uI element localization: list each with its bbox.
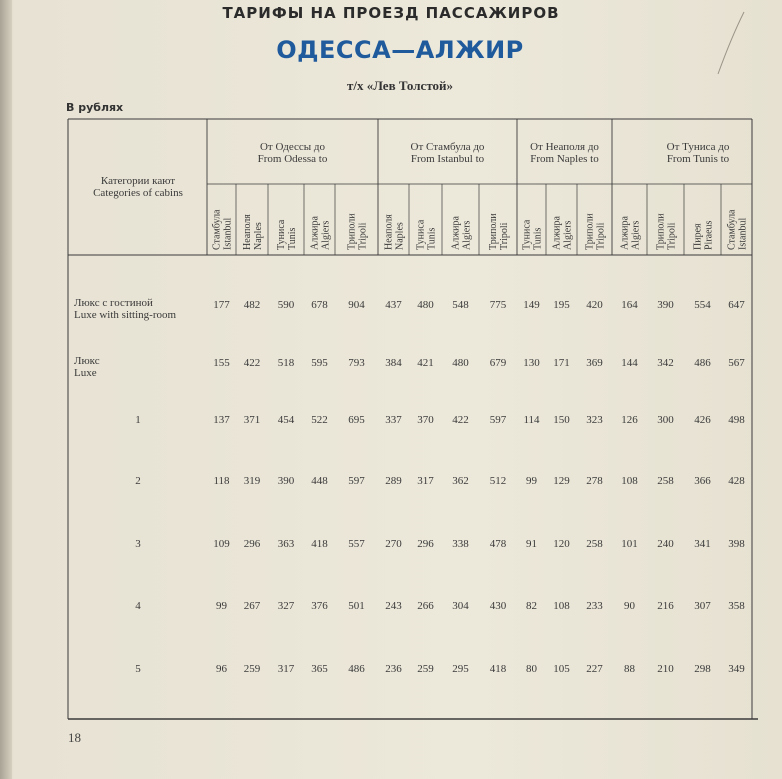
fare-cell: 267	[243, 600, 261, 612]
column-label-en: Istanbul	[222, 217, 234, 250]
fare-cell: 793	[348, 357, 365, 369]
fare-cell: 390	[277, 475, 295, 487]
fare-cell: 362	[452, 475, 469, 487]
column-label-ru: Алжира	[619, 216, 631, 250]
fare-cell: 518	[277, 357, 295, 369]
fare-cell: 240	[657, 538, 674, 550]
group-header-en: From Odessa to	[257, 153, 328, 165]
column-label-ru: Алжира	[309, 216, 321, 250]
column-label-en: Naples	[253, 222, 264, 250]
fare-cell: 480	[452, 357, 469, 369]
fare-cell: 317	[417, 475, 434, 487]
column-label-ru: Алжира	[551, 216, 563, 250]
fare-cell: 118	[213, 475, 230, 487]
fare-cell: 567	[728, 357, 745, 369]
fare-cell: 548	[452, 299, 469, 311]
fare-cell: 486	[348, 663, 365, 675]
fare-cell: 149	[523, 299, 540, 311]
fare-cell: 904	[348, 299, 365, 311]
fare-cell: 82	[526, 600, 537, 612]
fare-cell: 258	[657, 475, 674, 487]
row-label-ru: Люкс	[74, 355, 100, 367]
column-label-ru: Триполи	[584, 213, 596, 250]
fare-cell: 177	[213, 299, 230, 311]
row-label-category: 4	[135, 600, 141, 612]
column-label-ru: Триполи	[488, 213, 499, 250]
ship-name: т/х «Лев Толстой»	[346, 78, 454, 93]
column-label-ru: Триполи	[346, 213, 358, 250]
fare-cell: 369	[586, 357, 603, 369]
fare-cell: 430	[489, 600, 507, 612]
column-label-en: Tunis	[287, 227, 298, 250]
fare-cell: 501	[348, 600, 365, 612]
fare-cell: 775	[489, 299, 507, 311]
fare-cell: 88	[624, 663, 635, 675]
column-label-en: Piraeus	[703, 220, 715, 250]
fare-cell: 365	[311, 663, 328, 675]
fare-cell: 108	[621, 475, 638, 487]
fare-cell: 150	[553, 414, 570, 426]
fare-cell: 679	[489, 357, 507, 369]
group-header-ru: От Стамбула до	[410, 141, 485, 153]
fare-cell: 342	[657, 357, 674, 369]
fare-cell: 426	[694, 414, 711, 426]
fare-cell: 90	[624, 600, 635, 612]
fare-cell: 266	[417, 600, 434, 612]
row-label-en: Luxe with sitting-room	[74, 309, 177, 321]
fare-cell: 278	[586, 475, 603, 487]
fare-cell: 319	[243, 475, 261, 487]
group-header-ru: От Неаполя до	[530, 141, 599, 153]
fare-cell: 114	[523, 414, 540, 426]
column-label-ru: Неаполя	[383, 214, 395, 250]
group-header-en: From Istanbul to	[410, 153, 485, 165]
fare-cell: 101	[621, 538, 638, 550]
page-title: ТАРИФЫ НА ПРОЕЗД ПАССАЖИРОВ	[222, 4, 560, 22]
fare-cell: 289	[385, 475, 402, 487]
column-label-ru: Неаполя	[242, 214, 253, 250]
column-label-en: Tunis	[426, 227, 438, 250]
fare-cell: 300	[657, 414, 674, 426]
column-label-ru: Туниса	[276, 219, 287, 250]
fare-cell: 418	[489, 663, 507, 675]
row-label-category: 1	[135, 414, 141, 426]
column-label-ru: Стамбула	[211, 209, 223, 250]
fare-cell: 195	[553, 299, 570, 311]
fare-cell: 597	[489, 414, 507, 426]
row-label-category: 5	[135, 663, 141, 675]
fare-cell: 437	[385, 299, 402, 311]
fare-cell: 384	[385, 357, 402, 369]
fare-cell: 164	[621, 299, 638, 311]
fare-cell: 498	[728, 414, 745, 426]
fare-cell: 317	[277, 663, 295, 675]
group-header-en: From Tunis to	[666, 153, 730, 165]
fare-cell: 108	[553, 600, 570, 612]
fare-cell: 216	[657, 600, 674, 612]
fare-cell: 99	[216, 600, 227, 612]
fare-cell: 210	[657, 663, 674, 675]
category-header-ru: Категории кают	[100, 175, 176, 187]
fare-cell: 557	[348, 538, 365, 550]
fare-cell: 96	[216, 663, 227, 675]
fare-cell: 337	[385, 414, 402, 426]
fare-cell: 390	[657, 299, 674, 311]
column-label-ru: Туниса	[415, 219, 427, 250]
fare-cell: 227	[586, 663, 603, 675]
fare-cell: 370	[417, 414, 434, 426]
column-label-en: Algiers	[461, 220, 473, 250]
fare-cell: 99	[526, 475, 537, 487]
fare-cell: 554	[694, 299, 711, 311]
column-label-en: Naples	[394, 222, 406, 250]
fare-cell: 420	[586, 299, 603, 311]
column-label-en: Istanbul	[737, 217, 749, 250]
fare-cell: 105	[553, 663, 570, 675]
page-number: 18	[68, 730, 81, 745]
fare-cell: 512	[489, 475, 507, 487]
category-header-en: Categories of cabins	[93, 187, 183, 199]
row-label-category: 3	[135, 538, 141, 550]
currency-note: В рублях	[66, 101, 124, 114]
column-label-en: Tripoli	[666, 222, 678, 250]
fare-cell: 422	[452, 414, 469, 426]
fare-cell: 243	[385, 600, 402, 612]
fare-cell: 421	[417, 357, 434, 369]
fare-cell: 341	[694, 538, 711, 550]
fare-cell: 454	[277, 414, 295, 426]
fare-cell: 480	[417, 299, 434, 311]
fare-cell: 398	[728, 538, 745, 550]
fare-cell: 258	[586, 538, 603, 550]
column-label-ru: Стамбула	[726, 209, 738, 250]
column-label-en: Algiers	[630, 220, 642, 250]
fare-cell: 296	[243, 538, 261, 550]
fare-cell: 422	[243, 357, 261, 369]
fare-cell: 236	[385, 663, 402, 675]
group-header-en: From Naples to	[530, 153, 599, 165]
fare-cell: 647	[728, 299, 745, 311]
fare-cell: 590	[277, 299, 295, 311]
column-label-ru: Алжира	[450, 216, 462, 250]
fare-cell: 109	[213, 538, 230, 550]
row-label-en: Luxe	[74, 367, 97, 379]
fare-cell: 155	[213, 357, 230, 369]
fare-cell: 295	[452, 663, 469, 675]
fare-cell: 259	[417, 663, 434, 675]
fare-cell: 327	[277, 600, 295, 612]
fare-cell: 522	[311, 414, 328, 426]
fare-cell: 304	[452, 600, 469, 612]
fare-cell: 130	[523, 357, 540, 369]
row-label-ru: Люкс с гостиной	[74, 297, 153, 309]
fare-cell: 126	[621, 414, 638, 426]
fare-cell: 597	[348, 475, 365, 487]
fare-cell: 171	[553, 357, 570, 369]
fare-cell: 349	[728, 663, 745, 675]
fare-cell: 129	[553, 475, 570, 487]
column-label-en: Tripoli	[499, 222, 510, 250]
fare-cell: 259	[243, 663, 261, 675]
fare-cell: 695	[348, 414, 365, 426]
fare-cell: 428	[728, 475, 745, 487]
fare-cell: 478	[489, 538, 507, 550]
fare-cell: 482	[243, 299, 261, 311]
column-label-ru: Туниса	[521, 219, 533, 250]
group-header-ru: От Туниса до	[666, 141, 730, 153]
column-label-en: Tripoli	[357, 222, 369, 250]
fare-cell: 323	[586, 414, 603, 426]
fare-cell: 91	[526, 538, 537, 550]
fare-cell: 144	[621, 357, 638, 369]
fare-cell: 366	[694, 475, 711, 487]
fare-cell: 358	[728, 600, 745, 612]
fare-cell: 371	[243, 414, 261, 426]
fare-cell: 595	[311, 357, 328, 369]
fare-cell: 296	[417, 538, 434, 550]
fare-cell: 363	[277, 538, 295, 550]
fare-cell: 307	[694, 600, 711, 612]
column-label-en: Algiers	[320, 220, 332, 250]
fare-cell: 80	[526, 663, 537, 675]
column-label-en: Tunis	[532, 227, 544, 250]
fare-cell: 418	[311, 538, 328, 550]
group-header-ru: От Одессы до	[259, 141, 326, 153]
column-label-ru: Триполи	[655, 213, 667, 250]
route-title: ОДЕССА—АЛЖИР	[276, 36, 524, 64]
column-label-en: Tripoli	[595, 222, 607, 250]
fare-cell: 298	[694, 663, 711, 675]
fare-cell: 137	[213, 414, 230, 426]
column-label-en: Algiers	[562, 220, 574, 250]
fare-cell: 120	[553, 538, 570, 550]
fare-cell: 233	[586, 600, 603, 612]
fare-cell: 486	[694, 357, 711, 369]
fare-cell: 376	[311, 600, 328, 612]
fare-cell: 448	[311, 475, 328, 487]
fare-cell: 270	[385, 538, 402, 550]
row-label-category: 2	[135, 475, 141, 487]
fare-cell: 338	[452, 538, 469, 550]
column-label-ru: Пирея	[692, 223, 704, 250]
fare-cell: 678	[311, 299, 328, 311]
